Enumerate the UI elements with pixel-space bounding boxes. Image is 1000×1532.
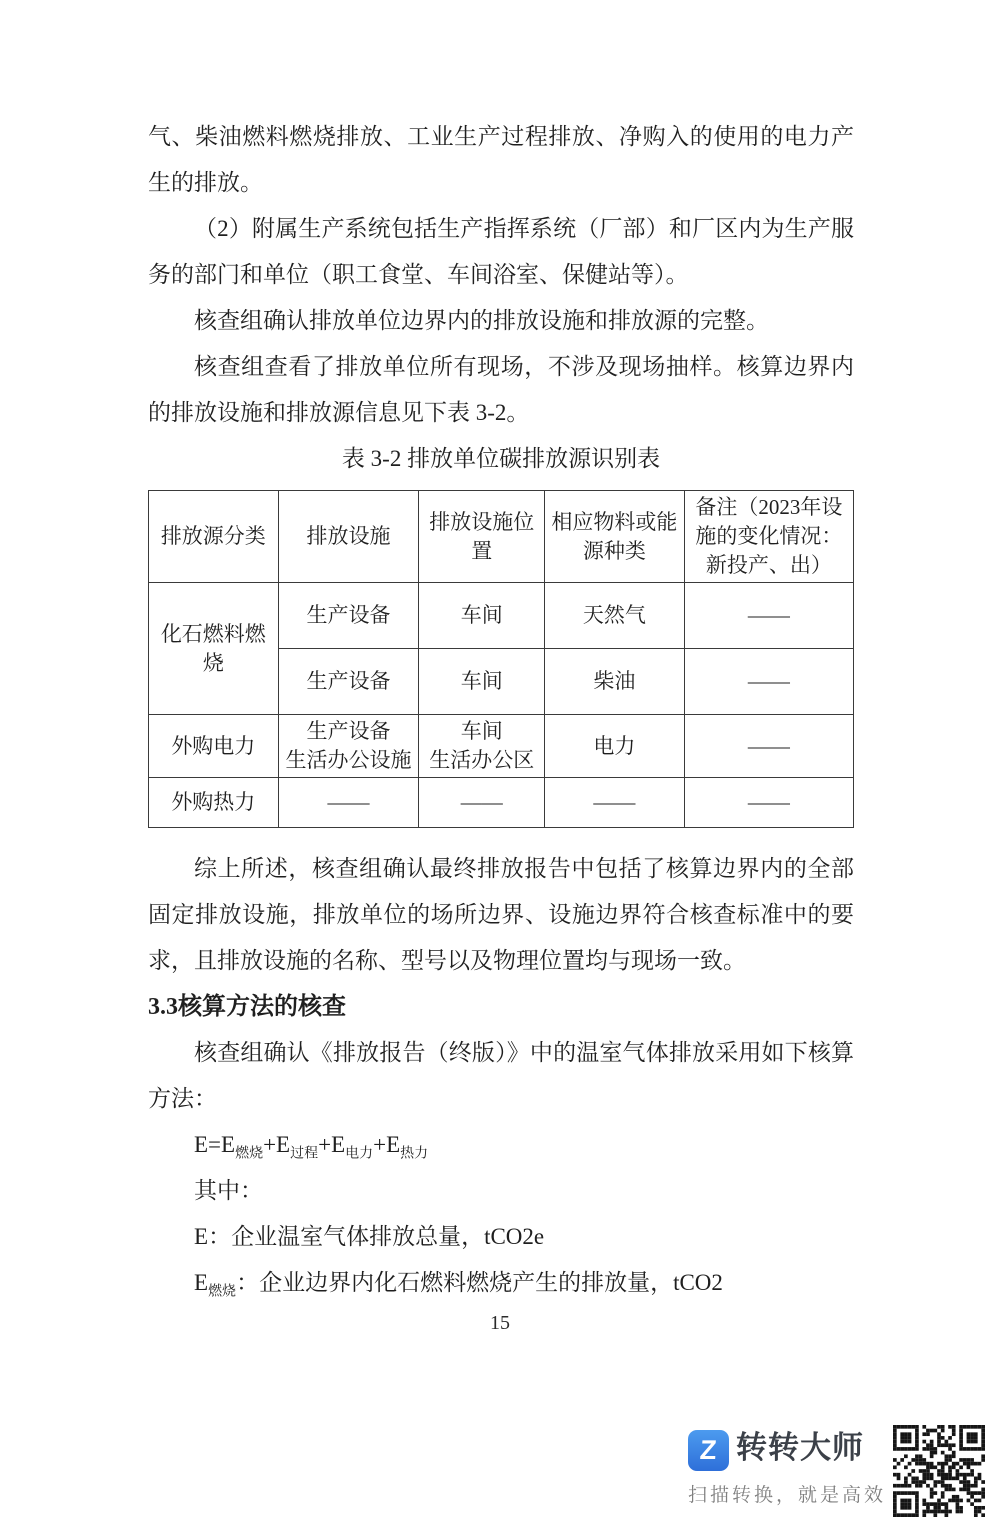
table-caption: 表 3-2 排放单位碳排放源识别表 <box>341 446 661 471</box>
paragraph-boundary-confirm: 核查组确认排放单位边界内的排放设施和排放源的完整。 <box>194 308 769 333</box>
formula-term: +E <box>263 1132 291 1157</box>
cell-source-heat: 外购热力 <box>149 778 279 828</box>
paragraph-continuation: 气、柴油燃料燃烧排放、工业生产过程排放、净购入的使用的电力产生的排放。 <box>148 124 854 195</box>
table-row <box>149 778 854 828</box>
cell-remark: —— <box>684 583 853 649</box>
cell-material: 电力 <box>545 715 685 778</box>
cell-remark: —— <box>684 715 853 778</box>
qr-code-svg <box>893 1425 985 1517</box>
brand-tagline: 扫描转换，就是高效 <box>688 1485 887 1506</box>
cell-facility: 生产设备 <box>278 649 419 715</box>
formula-sub-process: 过程 <box>290 1146 319 1162</box>
brand-logo <box>688 1430 729 1471</box>
header-source-category: 排放源分类 <box>149 491 279 583</box>
header-remark: 备注（2023年设施的变化情况：新投产、出） <box>684 491 853 583</box>
header-facility: 排放设施 <box>278 491 419 583</box>
section-heading-3-3: 3.3核算方法的核查 <box>148 994 346 1020</box>
cell-remark: —— <box>684 778 853 828</box>
definition-E-combustion <box>148 1260 854 1306</box>
cell-facility <box>278 715 419 778</box>
formula-sub-combustion: 燃烧 <box>235 1146 264 1162</box>
brand-name: 转转大师 <box>736 1430 864 1465</box>
cell-line: 生产设备 <box>306 719 391 743</box>
symbol-E: E <box>194 1270 209 1295</box>
cell-line: 生活办公设施 <box>285 748 412 772</box>
cell-facility: —— <box>278 778 419 828</box>
definition-text: ：企业温室气体排放总量，tCO2e <box>208 1224 545 1249</box>
formula-sub-electricity: 电力 <box>345 1146 374 1162</box>
cell-source-electricity: 外购电力 <box>149 715 279 778</box>
paragraph-site-check: 核查组查看了排放单位所有现场，不涉及现场抽样。核算边界内的排放设施和排放源信息见下表 3-2。 <box>148 354 854 425</box>
emission-formula <box>148 1122 854 1168</box>
paragraph-wherein: 其中： <box>194 1178 263 1203</box>
formula-lead: E=E <box>194 1132 236 1157</box>
paragraph-auxiliary-systems: （2）附属生产系统包括生产指挥系统（厂部）和厂区内为生产服务的部门和单位（职工食堂、车间浴室、保健站等）。 <box>148 216 854 287</box>
paragraph-summary: 综上所述，核查组确认最终排放报告中包括了核算边界内的全部固定排放设施，排放单位的场所边界、设施边界符合核查标准中的要求，且排放设施的名称、型号以及物理位置均与现场一致。 <box>148 856 854 973</box>
cell-line: 生活办公区 <box>429 748 535 772</box>
page-number: 15 <box>490 1312 510 1334</box>
paragraph-method-intro: 核查组确认《排放报告（终版）》中的温室气体排放采用如下核算方法： <box>148 1040 854 1111</box>
formula-sub-heat: 热力 <box>400 1146 429 1162</box>
cell-location <box>419 715 545 778</box>
cell-material: 柴油 <box>545 649 685 715</box>
footer-watermark <box>686 1422 986 1528</box>
cell-line: 车间 <box>460 719 503 743</box>
cell-location: 车间 <box>419 649 545 715</box>
cell-material: 天然气 <box>545 583 685 649</box>
definition-text: ：企业边界内化石燃料燃烧产生的排放量，tCO2 <box>236 1270 723 1295</box>
cell-location: —— <box>419 778 545 828</box>
document-body <box>148 114 854 1306</box>
brand-logo-letter: Z <box>699 1435 718 1465</box>
symbol-E: E <box>194 1224 209 1249</box>
formula-term: +E <box>318 1132 346 1157</box>
formula-term: +E <box>373 1132 401 1157</box>
header-material-energy: 相应物料或能源种类 <box>545 491 685 583</box>
symbol-E-sub-combustion: 燃烧 <box>208 1284 237 1300</box>
emission-source-table <box>148 490 854 828</box>
definition-E-total <box>148 1214 854 1260</box>
table-header-row <box>149 491 854 583</box>
table-row <box>149 715 854 778</box>
table-row <box>149 583 854 649</box>
cell-facility: 生产设备 <box>278 583 419 649</box>
cell-location: 车间 <box>419 583 545 649</box>
header-facility-location: 排放设施位置 <box>419 491 545 583</box>
cell-material: —— <box>545 778 685 828</box>
qr-code <box>890 1422 988 1520</box>
cell-remark: —— <box>684 649 853 715</box>
cell-source-fossil: 化石燃料燃烧 <box>149 583 279 715</box>
